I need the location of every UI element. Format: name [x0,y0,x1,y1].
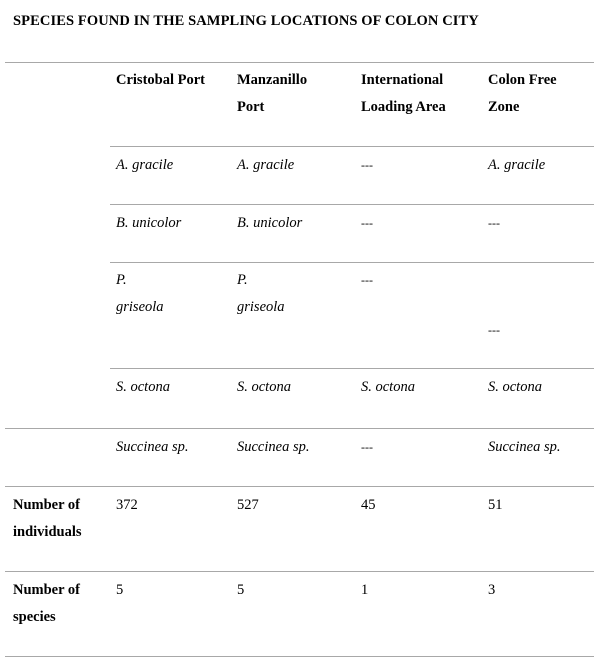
table-cell: S. octona [361,379,415,395]
table-cell: 5 [116,582,124,598]
table-cell: A. gracile [237,157,295,173]
table-cell: Succinea sp. [237,439,310,455]
table-cell: S. octona [237,379,291,395]
rule-bottom [5,656,594,657]
table-cell: 527 [237,497,259,513]
table-cell: 3 [488,582,496,598]
table-cell: P. griseola [237,272,285,315]
column-header-cristobal-port: Cristobal Port [116,72,205,88]
table-cell: --- [361,158,373,172]
rule-row5 [5,486,594,487]
rule-row3 [110,368,594,369]
page-title: SPECIES FOUND IN THE SAMPLING LOCATIONS OF COLON CITY [13,13,479,29]
table-cell: --- [488,216,500,230]
table-cell: Succinea sp. [488,439,561,455]
table-cell: Succinea sp. [116,439,189,455]
table-cell: 45 [361,497,376,513]
rule-row2 [110,262,594,263]
table-cell: A. gracile [488,157,546,173]
column-header-international-loading-area: International Loading Area [361,72,446,115]
table-cell: 1 [361,582,369,598]
table-cell: B. unicolor [116,215,182,231]
table-cell: --- [361,216,373,230]
rule-row1 [110,204,594,205]
table-cell: 372 [116,497,138,513]
table-cell: S. octona [116,379,170,395]
table-cell: --- [488,323,500,337]
table-cell: 51 [488,497,503,513]
rule-row6 [5,571,594,572]
table-cell: B. unicolor [237,215,303,231]
table-cell: 5 [237,582,245,598]
rule-row4 [5,428,594,429]
table-cell: P. griseola [116,272,164,315]
table-cell: --- [361,273,373,287]
table-cell: --- [361,440,373,454]
row-label-number-of-individuals: Number of individuals [13,497,82,540]
column-header-colon-free-zone: Colon Free Zone [488,72,557,115]
rule-header [110,146,594,147]
row-label-number-of-species: Number of species [13,582,80,625]
column-header-manzanillo-port: Manzanillo Port [237,72,308,115]
table-cell: S. octona [488,379,542,395]
rule-top [5,62,594,63]
table-cell: A. gracile [116,157,174,173]
